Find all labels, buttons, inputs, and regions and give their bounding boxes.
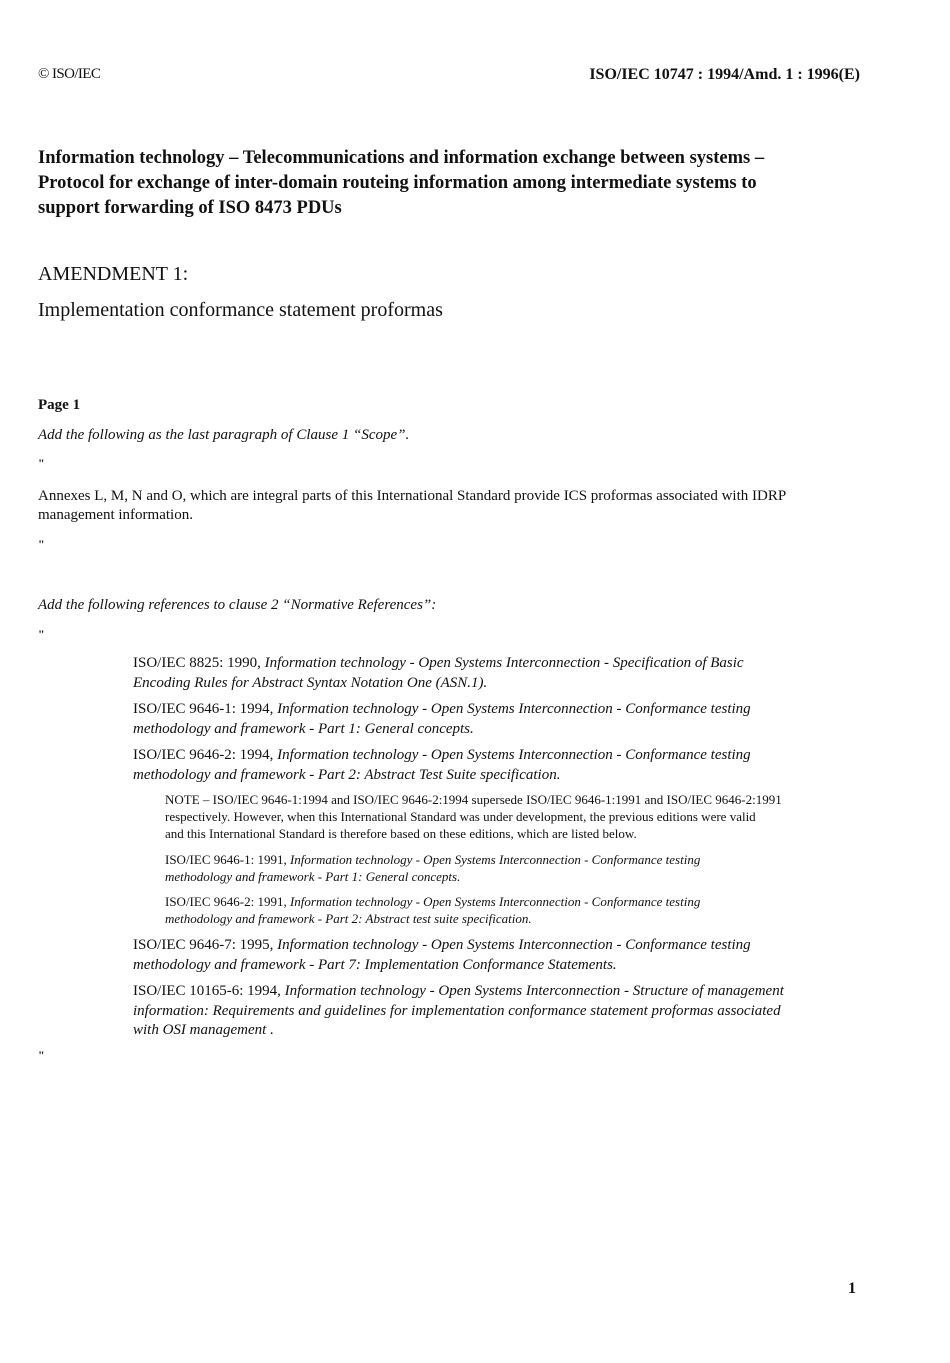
instruction-scope: Add the following as the last paragraph of Clause 1 “Scope”. xyxy=(38,427,410,443)
title-line-2: Protocol for exchange of inter-domain routeing information among intermediate systems to xyxy=(38,173,757,193)
reference-title: Information technology - Open Systems Interconnection - Conformance testing xyxy=(277,937,751,953)
close-quote-1: " xyxy=(38,537,45,551)
reference-title: Information technology - Open Systems Interconnection - Conformance testing xyxy=(277,701,751,717)
reference-title-cont: with OSI management . xyxy=(133,1022,274,1038)
annex-line-2: management information. xyxy=(38,507,193,523)
note-reference-title-cont: methodology and framework - Part 2: Abstract test suite specification. xyxy=(165,911,532,926)
note-line-3: and this International Standard is therefore based on these editions, which are listed below. xyxy=(165,826,637,841)
reference-title-cont: information: Requirements and guidelines for implementation conformance statement proformas associated xyxy=(133,1002,781,1019)
reference-id: ISO/IEC 10165-6: 1994, xyxy=(133,983,281,999)
reference-id: ISO/IEC 9646-7: 1995, xyxy=(133,937,274,953)
reference-item xyxy=(133,936,858,975)
open-quote-1: " xyxy=(38,456,45,470)
reference-title-cont: methodology and framework - Part 2: Abstract Test Suite specification. xyxy=(133,766,561,783)
title-line-1: Information technology – Telecommunications and information exchange between systems – xyxy=(38,148,765,168)
reference-id: ISO/IEC 9646-1: 1994, xyxy=(133,701,274,717)
note-reference-id: ISO/IEC 9646-2: 1991, xyxy=(165,894,287,909)
reference-title: Information technology - Open Systems Interconnection - Structure of management xyxy=(284,983,784,999)
instruction-references: Add the following references to clause 2 “Normative References”: xyxy=(38,597,437,613)
reference-item xyxy=(133,982,858,1041)
title-line-3: support forwarding of ISO 8473 PDUs xyxy=(38,198,342,218)
open-quote-2: " xyxy=(38,627,45,641)
note-reference xyxy=(165,893,865,927)
reference-id: ISO/IEC 8825: 1990, xyxy=(133,655,261,671)
reference-title: Information technology - Open Systems Interconnection - Specification of Basic xyxy=(264,655,744,671)
reference-title: Information technology - Open Systems Interconnection - Conformance testing xyxy=(277,747,751,763)
note-reference xyxy=(165,851,865,885)
note-reference-id: ISO/IEC 9646-1: 1991, xyxy=(165,852,287,867)
amendment-heading: AMENDMENT 1: xyxy=(38,263,189,285)
note-reference-title-cont: methodology and framework - Part 1: General concepts. xyxy=(165,869,461,884)
note-line-1: NOTE – ISO/IEC 9646-1:1994 and ISO/IEC 9646-2:1994 supersede ISO/IEC 9646-1:1991 and ISO/IEC 9646-2:1991 xyxy=(165,792,782,807)
reference-title-cont: methodology and framework - Part 7: Implementation Conformance Statements. xyxy=(133,956,617,973)
reference-id: ISO/IEC 9646-2: 1994, xyxy=(133,747,274,763)
annex-paragraph xyxy=(38,487,878,525)
reference-item xyxy=(133,746,858,785)
note-block xyxy=(165,791,865,842)
close-quote-2: " xyxy=(38,1048,45,1062)
note-reference-title: Information technology - Open Systems Interconnection - Conformance testing xyxy=(289,852,701,867)
page-label: Page 1 xyxy=(38,397,81,413)
amendment-subtitle: Implementation conformance statement proformas xyxy=(38,299,443,321)
header-standard-id: ISO/IEC 10747 : 1994/Amd. 1 : 1996(E) xyxy=(589,66,860,83)
reference-title-cont: Encoding Rules for Abstract Syntax Notation One (ASN.1). xyxy=(133,674,488,691)
note-reference-title: Information technology - Open Systems Interconnection - Conformance testing xyxy=(289,894,701,909)
note-line-2: respectively. However, when this International Standard was under development, the previous editions were valid xyxy=(165,809,756,824)
page-number: 1 xyxy=(848,1280,856,1297)
reference-item xyxy=(133,700,858,739)
reference-title-cont: methodology and framework - Part 1: General concepts. xyxy=(133,720,474,737)
annex-line-1: Annexes L, M, N and O, which are integral parts of this International Standard provide ICS proformas associated with IDRP xyxy=(38,488,787,504)
header-copyright: © ISO/IEC xyxy=(38,66,101,82)
document-title xyxy=(38,146,868,221)
reference-item xyxy=(133,654,858,693)
